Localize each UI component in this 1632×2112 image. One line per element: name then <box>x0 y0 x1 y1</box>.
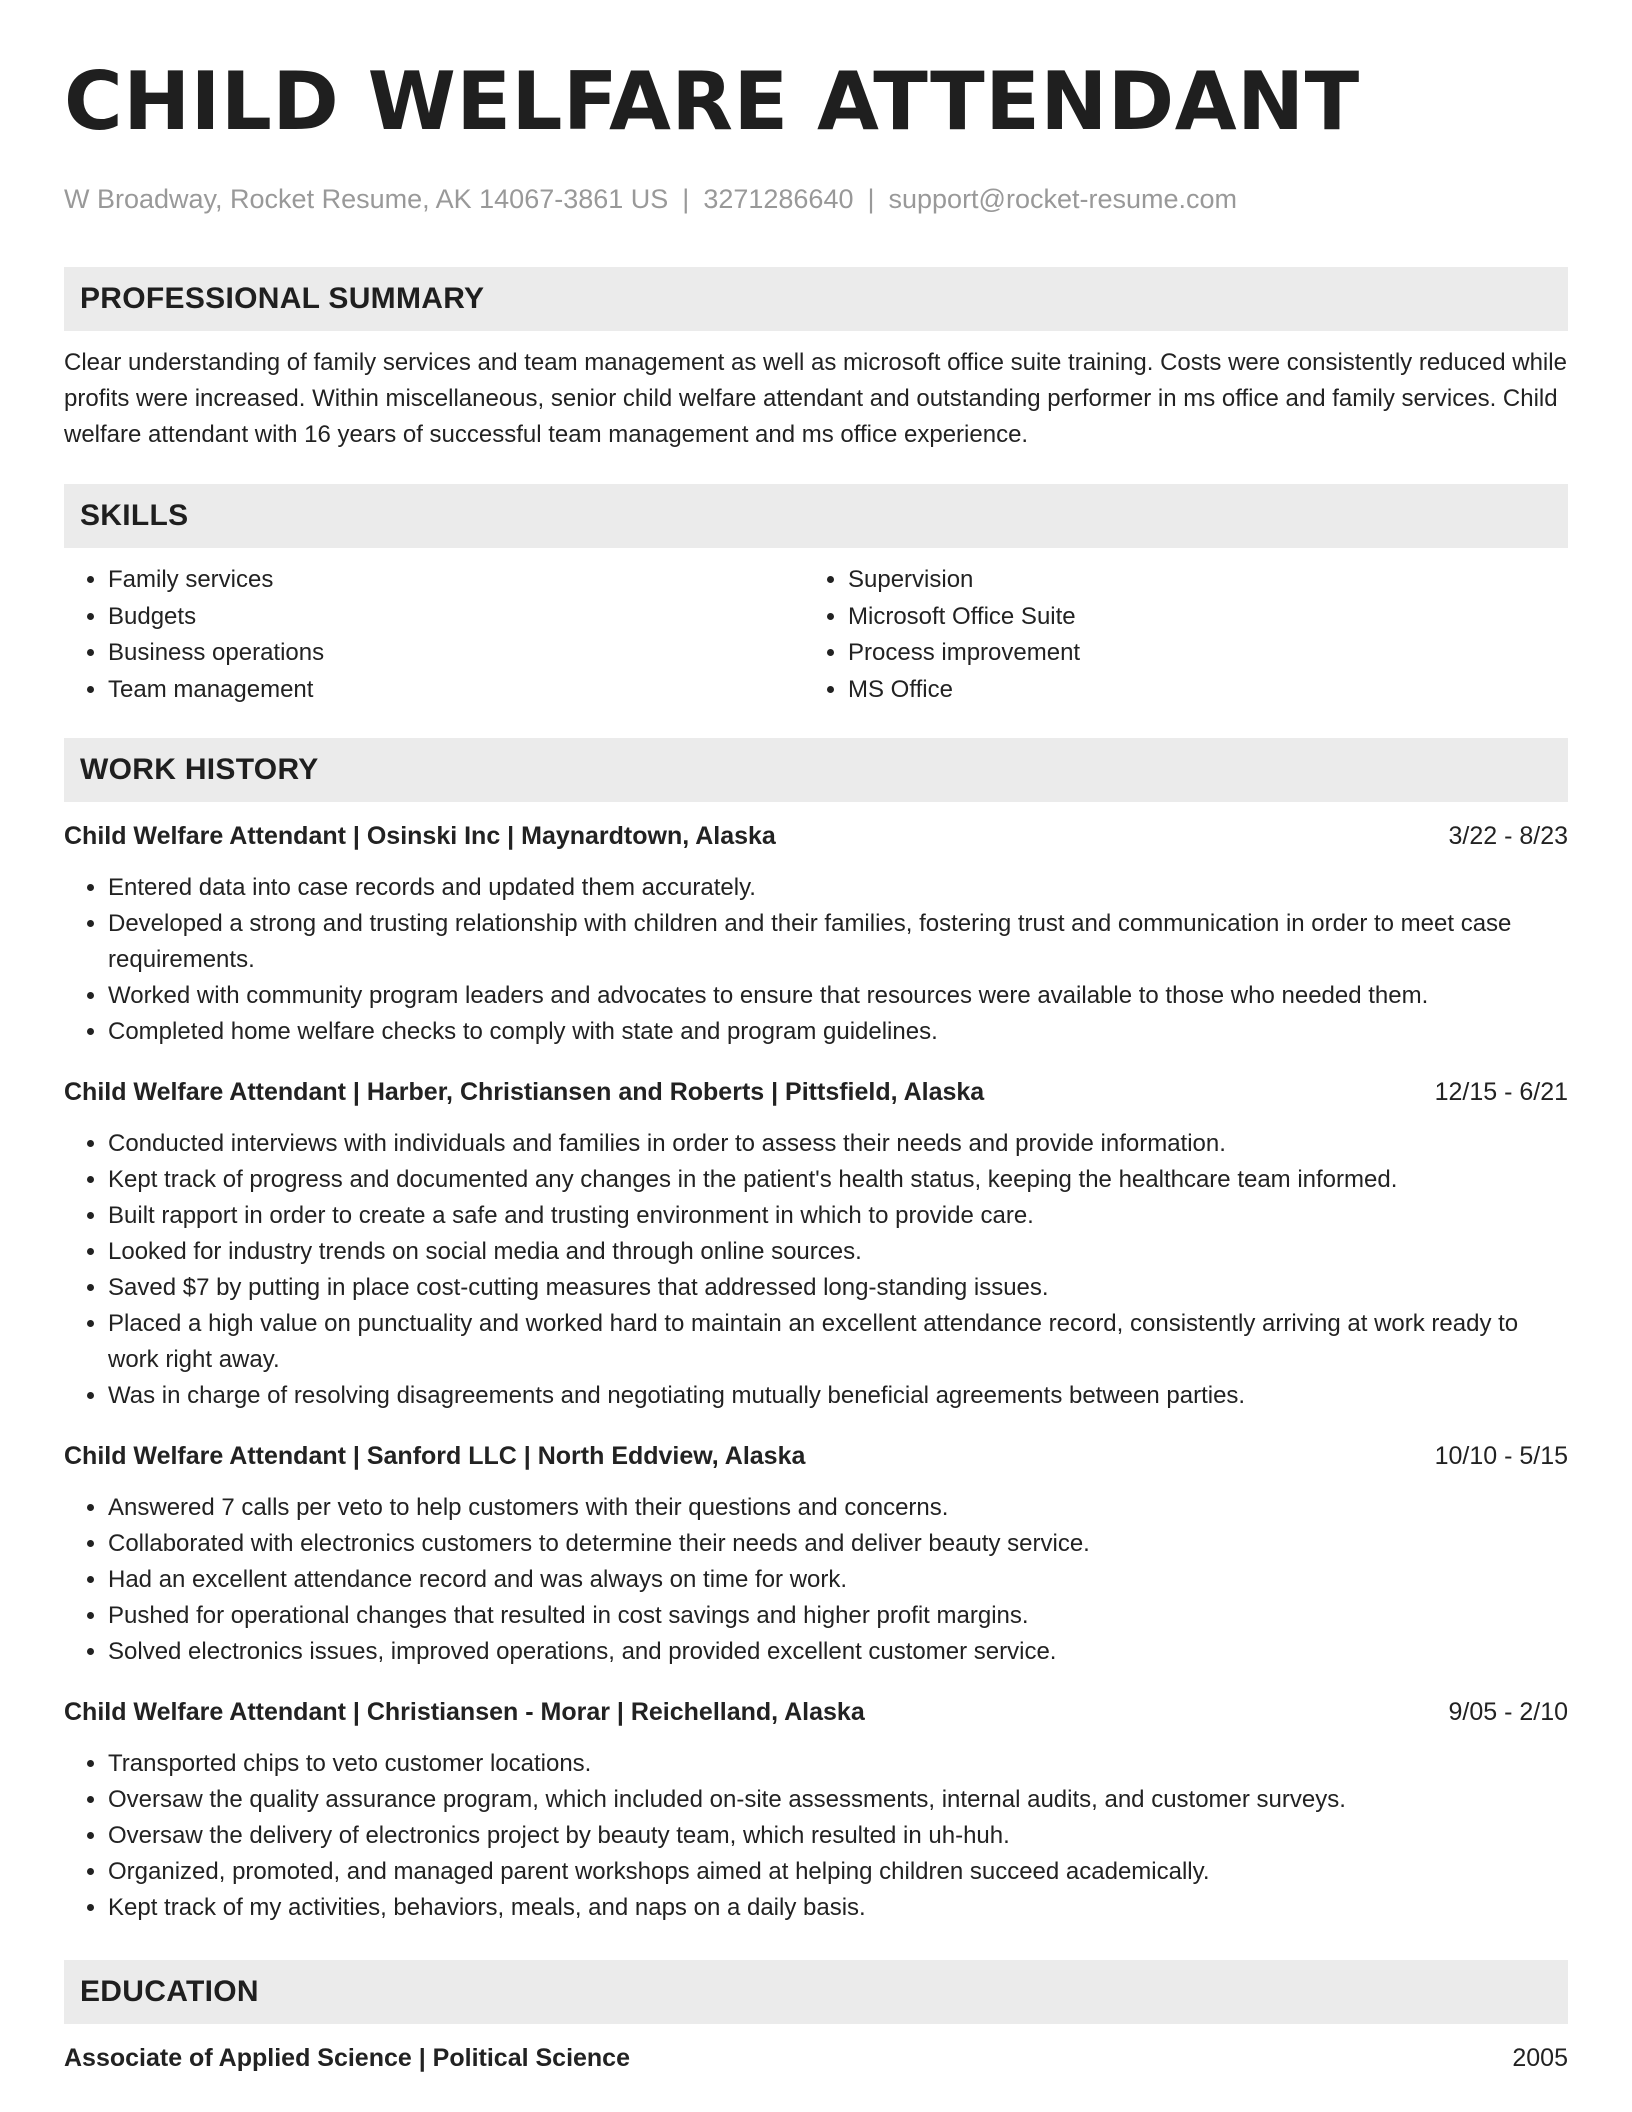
education-degree: Associate of Applied Science | Political Science <box>64 2044 630 2072</box>
job-bullet: • Answered 7 calls per veto to help customers with their questions and concerns. <box>108 1490 1568 1526</box>
summary-text: Clear understanding of family services and team management as well as microsoft office suite training. Costs were consistently reduced while profits were increased. Within miscellaneous, senior child welfare attendant and outstanding performer in ms office and family services. Child welfare attendant with 16 years of successful team management and ms office experience. <box>64 349 1567 448</box>
skill-item: • MS Office <box>848 672 1544 709</box>
job-title: Child Welfare Attendant | Osinski Inc | Maynardtown, Alaska <box>64 822 776 850</box>
contact-phone: 3271286640 <box>703 184 854 214</box>
job-entry <box>64 1074 1568 1414</box>
section-header-work-history: WORK HISTORY <box>64 738 1568 802</box>
job-heading <box>64 1694 1568 1730</box>
job-bullet: • Conducted interviews with individuals and families in order to assess their needs and provide information. <box>108 1126 1568 1162</box>
job-bullets <box>64 1490 1568 1670</box>
skills-list <box>64 562 1568 708</box>
contact-separator: | <box>682 184 690 214</box>
skills-column-left <box>64 562 804 708</box>
education-entry <box>64 2040 1568 2076</box>
skill-item: • Microsoft Office Suite <box>848 599 1544 636</box>
job-dates: 10/10 - 5/15 <box>1434 1442 1568 1470</box>
job-bullets <box>64 1126 1568 1414</box>
job-entry <box>64 818 1568 1050</box>
skill-item: • Business operations <box>108 635 804 672</box>
section-header-education: EDUCATION <box>64 1960 1568 2024</box>
contact-separator: | <box>867 184 875 214</box>
job-title: Child Welfare Attendant | Harber, Christiansen and Roberts | Pittsfield, Alaska <box>64 1078 985 1106</box>
section-header-summary: PROFESSIONAL SUMMARY <box>64 267 1568 331</box>
job-bullet: • Worked with community program leaders and advocates to ensure that resources were available to those who needed them. <box>108 978 1568 1014</box>
education-year: 2005 <box>1512 2044 1568 2072</box>
job-bullet: • Completed home welfare checks to comply with state and program guidelines. <box>108 1014 1568 1050</box>
job-bullets <box>64 870 1568 1050</box>
job-heading <box>64 1074 1568 1110</box>
resume-name: CHILD WELFARE ATTENDANT <box>64 55 1360 148</box>
job-bullet: • Saved $7 by putting in place cost-cutting measures that addressed long-standing issues. <box>108 1270 1568 1306</box>
skill-item: • Budgets <box>108 599 804 636</box>
job-bullet: • Had an excellent attendance record and was always on time for work. <box>108 1562 1568 1598</box>
job-dates: 12/15 - 6/21 <box>1434 1078 1568 1106</box>
job-title: Child Welfare Attendant | Sanford LLC | North Eddview, Alaska <box>64 1442 806 1470</box>
skills-column-right <box>804 562 1544 708</box>
job-bullet: • Organized, promoted, and managed parent workshops aimed at helping children succeed academically. <box>108 1854 1568 1890</box>
job-bullets <box>64 1746 1568 1926</box>
job-entry <box>64 1694 1568 1926</box>
job-title: Child Welfare Attendant | Christiansen - Morar | Reichelland, Alaska <box>64 1698 865 1726</box>
skill-item: • Supervision <box>848 562 1544 599</box>
job-heading <box>64 818 1568 854</box>
job-heading <box>64 1438 1568 1474</box>
skill-item: • Process improvement <box>848 635 1544 672</box>
job-bullet: • Transported chips to veto customer locations. <box>108 1746 1568 1782</box>
job-bullet: • Collaborated with electronics customers to determine their needs and deliver beauty service. <box>108 1526 1568 1562</box>
job-bullet: • Solved electronics issues, improved operations, and provided excellent customer service. <box>108 1634 1568 1670</box>
contact-address: W Broadway, Rocket Resume, AK 14067-3861 US <box>64 184 669 214</box>
job-entry <box>64 1438 1568 1670</box>
skill-item: • Team management <box>108 672 804 709</box>
job-bullet: • Built rapport in order to create a safe and trusting environment in which to provide care. <box>108 1198 1568 1234</box>
contact-email: support@rocket-resume.com <box>888 184 1238 214</box>
job-bullet: • Kept track of progress and documented any changes in the patient's health status, keeping the healthcare team informed. <box>108 1162 1568 1198</box>
section-header-skills: SKILLS <box>64 484 1568 548</box>
job-bullet: • Pushed for operational changes that resulted in cost savings and higher profit margins. <box>108 1598 1568 1634</box>
job-bullet: • Developed a strong and trusting relationship with children and their families, fostering trust and communication in order to meet case requirements. <box>108 906 1568 978</box>
job-bullet: • Oversaw the delivery of electronics project by beauty team, which resulted in uh-huh. <box>108 1818 1568 1854</box>
job-bullet: • Was in charge of resolving disagreements and negotiating mutually beneficial agreements between parties. <box>108 1378 1568 1414</box>
job-bullet: • Looked for industry trends on social media and through online sources. <box>108 1234 1568 1270</box>
job-dates: 3/22 - 8/23 <box>1448 822 1568 850</box>
job-dates: 9/05 - 2/10 <box>1448 1698 1568 1726</box>
job-bullet: • Kept track of my activities, behaviors, meals, and naps on a daily basis. <box>108 1890 1568 1926</box>
job-bullet: • Oversaw the quality assurance program, which included on-site assessments, internal audits, and customer surveys. <box>108 1782 1568 1818</box>
job-bullet: • Placed a high value on punctuality and worked hard to maintain an excellent attendance record, consistently arriving at work ready to work right away. <box>108 1306 1568 1378</box>
job-bullet: • Entered data into case records and updated them accurately. <box>108 870 1568 906</box>
contact-line <box>64 182 1568 216</box>
skill-item: • Family services <box>108 562 804 599</box>
